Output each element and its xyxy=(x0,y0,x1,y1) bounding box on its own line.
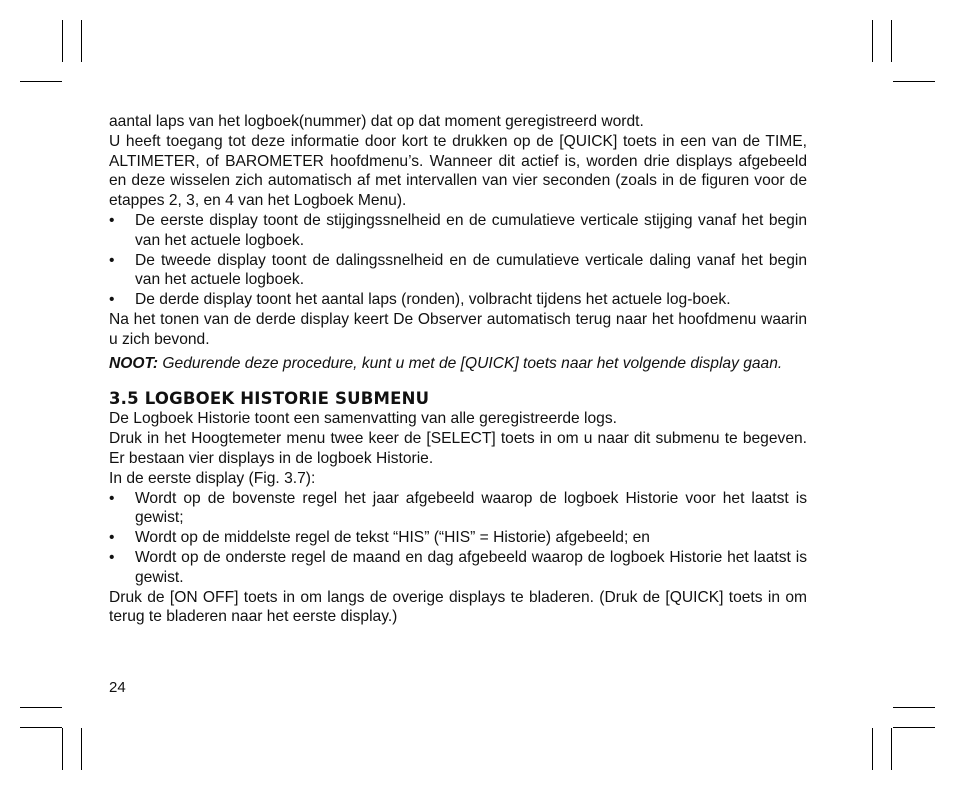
crop-mark xyxy=(893,727,935,728)
crop-mark xyxy=(62,20,63,62)
section-heading: 3.5 LOGBOEK HISTORIE SUBMENU xyxy=(109,389,430,409)
paragraph: In de eerste display (Fig. 3.7): xyxy=(109,469,316,487)
page-number: 24 xyxy=(109,679,126,696)
bullet-list xyxy=(109,211,807,310)
paragraph: Na het tonen van de derde display keert De Observer automatisch terug naar het hoofdmenu waarin u zich bevond. xyxy=(109,310,807,348)
paragraph: Druk in het Hoogtemeter menu twee keer de [SELECT] toets in om u naar dit submenu te begeven. Er bestaan vier displays in de logboek Historie. xyxy=(109,430,807,467)
crop-mark xyxy=(872,728,873,770)
crop-mark xyxy=(62,728,63,770)
paragraph: De Logboek Historie toont een samenvatting van alle geregistreerde logs. xyxy=(109,410,617,428)
list-item: • Wordt op de bovenste regel het jaar afgebeeld waarop de logboek Historie voor het laatst is gewist; xyxy=(109,489,807,527)
list-item: • De eerste display toont de stijgingssnelheid en de cumulatieve verticale stijging vanaf het begin van het actuele logboek. xyxy=(109,211,807,249)
crop-mark xyxy=(20,727,62,728)
crop-mark xyxy=(20,707,62,708)
paragraph: aantal laps van het logboek(nummer) dat op dat moment geregistreerd wordt. xyxy=(109,113,644,130)
crop-mark xyxy=(893,707,935,708)
note-text: Gedurende deze procedure, kunt u met de [QUICK] toets naar het volgende display gaan. xyxy=(158,354,783,372)
crop-mark xyxy=(872,20,873,62)
bullet-icon: • xyxy=(109,211,115,229)
crop-mark xyxy=(893,81,935,82)
crop-mark xyxy=(81,728,82,770)
bullet-icon: • xyxy=(109,529,115,547)
list-item: • De tweede display toont de dalingssnelheid en de cumulatieve verticale daling vanaf het begin van het actuele logboek. xyxy=(109,251,807,289)
page-body xyxy=(109,112,807,627)
paragraph: U heeft toegang tot deze informatie door kort te drukken op de [QUICK] toets in een van de TIME, ALTIMETER, of BAROMETER hoofdmenu’s. Wanneer dit actief is, worden drie displays afgebeeld en deze wisselen zich automatisch af met intervallen van vier seconden (zoals in de figuren voor de etappes 2, 3, en 4 van het Logboek Menu). xyxy=(109,132,807,210)
bullet-icon: • xyxy=(109,548,115,566)
note xyxy=(109,354,807,374)
note-label: NOOT: xyxy=(109,354,159,372)
bullet-icon: • xyxy=(109,291,115,309)
crop-mark xyxy=(81,20,82,62)
bullet-icon: • xyxy=(109,489,115,507)
crop-mark xyxy=(891,728,892,770)
crop-mark xyxy=(20,81,62,82)
paragraph: Druk de [ON OFF] toets in om langs de overige displays te bladeren. (Druk de [QUICK] toets in om terug te bladeren naar het eerste display.) xyxy=(109,588,807,626)
list-item: • Wordt op de onderste regel de maand en dag afgebeeld waarop de logboek Historie het laatst is gewist. xyxy=(109,548,807,586)
list-item: • De derde display toont het aantal laps (ronden), volbracht tijdens het actuele log-boek. xyxy=(109,291,731,309)
list-item: • Wordt op de middelste regel de tekst “HIS” (“HIS” = Historie) afgebeeld; en xyxy=(109,529,650,547)
bullet-list xyxy=(109,489,807,588)
crop-mark xyxy=(891,20,892,62)
bullet-icon: • xyxy=(109,251,115,269)
